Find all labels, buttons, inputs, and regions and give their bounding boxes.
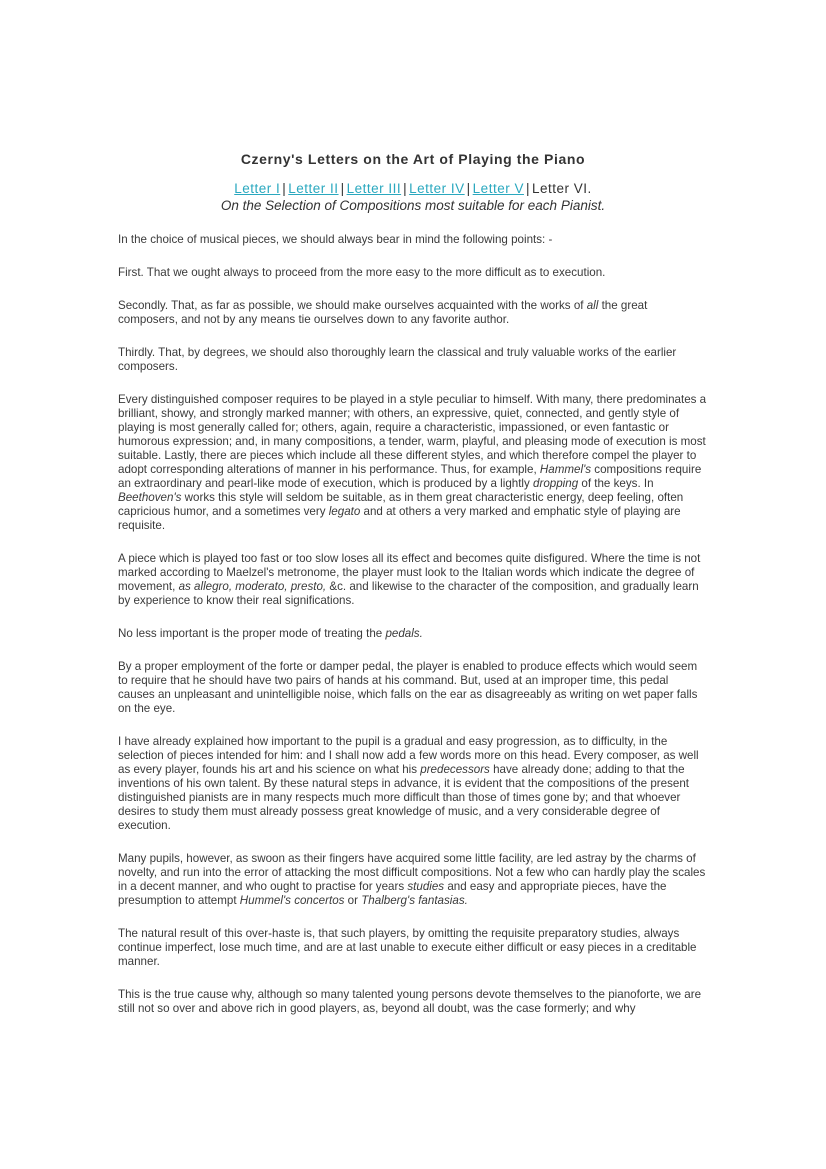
nav-current-letter: Letter VI. — [531, 181, 592, 196]
text-segment: have already done; adding to that the inventions of his own talent. By these natural steps in advance, it is evident that the compositions of the present distinguished pianists are in many respects much more difficult than those of times gone by; and that whoever desires to study them must already possess great knowledge of music, and a very considerable degree of execution. — [118, 763, 690, 832]
text-segment: Thirdly. That, by degrees, we should also thoroughly learn the classical and truly valuable works of the earlier composers. — [118, 346, 677, 373]
nav-separator: | — [525, 181, 530, 196]
paragraph — [118, 266, 708, 280]
body-text — [118, 233, 708, 1016]
text-segment: By a proper employment of the forte or damper pedal, the player is enabled to produce effects which would seem to require that he should have two pairs of hands at his command. But, used at an improper time, this pedal causes an unpleasant and unintelligible noise, which falls on the ear as disagreeably as writing on wet paper falls on the eye. — [118, 660, 698, 715]
text-segment: the great composers, and not by any means tie ourselves down to any favorite author. — [118, 299, 648, 326]
text-segment: Many pupils, however, as swoon as their fingers have acquired some little facility, are led astray by the charms of novelty, and run into the error of attacking the most difficult compositions. Not a few who can hardly play the scales in a decent manner, and who ought to practise for years — [118, 852, 706, 893]
paragraph — [118, 299, 708, 327]
page-subtitle: On the Selection of Compositions most suitable for each Pianist. — [220, 198, 606, 213]
italic-text: Hammel's — [539, 463, 592, 476]
text-segment: This is the true cause why, although so many talented young persons devote themselves to the pianoforte, we are still not so over and above rich in good players, as, beyond all doubt, was the case formerly; and why — [118, 988, 702, 1015]
nav-link-letter-1[interactable]: Letter I — [234, 181, 281, 196]
text-segment: compositions require an extraordinary and pearl-like mode of execution, which is produced by a lightly — [118, 463, 702, 490]
text-segment: In the choice of musical pieces, we should always bear in mind the following points: - — [118, 233, 553, 246]
text-segment: A piece which is played too fast or too slow loses all its effect and becomes quite disfigured. Where the time is not marked according to Maelzel's metronome, the player must look to the Italian words which indicate the degree of movement, — [118, 552, 701, 593]
nav-link-letter-4[interactable]: Letter IV — [409, 181, 465, 196]
text-segment: works this style will seldom be suitable, as in them great characteristic energy, deep feeling, often capricious humor, and a sometimes very — [118, 491, 684, 518]
nav-link-letter-2[interactable]: Letter II — [288, 181, 339, 196]
italic-text: legato — [328, 505, 361, 518]
italic-text: predecessors — [420, 763, 490, 776]
paragraph — [118, 552, 708, 608]
text-segment: I have already explained how important to the pupil is a gradual and easy progression, as to difficulty, in the selection of pieces intended for him: and I shall now add a few words more on this head. Every composer, as well as every player, founds his art and his science on what his — [118, 735, 699, 776]
paragraph — [118, 627, 708, 641]
italic-text: Beethoven's — [118, 491, 182, 504]
nav-separator: | — [282, 181, 287, 196]
italic-text: studies — [407, 880, 445, 893]
paragraph — [118, 988, 708, 1016]
nav-link-letter-5[interactable]: Letter V — [472, 181, 524, 196]
paragraph — [118, 346, 708, 374]
paragraph — [118, 660, 708, 716]
page-title: Czerny's Letters on the Art of Playing the Piano — [240, 151, 586, 167]
paragraph — [118, 393, 708, 533]
paragraph — [118, 735, 708, 833]
paragraph — [118, 852, 708, 908]
italic-text: Hummel's concertos — [239, 894, 345, 907]
text-segment: &c. and likewise to the character of the composition, and gradually learn by experience to know their real significations. — [118, 580, 699, 607]
italic-text: pedals. — [385, 627, 423, 640]
text-segment: Every distinguished composer requires to be played in a style peculiar to himself. With many, there predominates a brilliant, showy, and strongly marked manner; with others, an expressive, quiet, connected, and gently style of playing is most generally called for; others, again, require a characteristic, impassioned, or even fantastic or humorous expression; and, in many compositions, a tender, warm, playful, and pleasing mode of execution is most suitable. Lastly, there are pieces which include all these different styles, and which therefore compel the player to adopt corresponding alterations of manner in his performance. Thus, for example, — [118, 393, 707, 476]
text-segment: No less important is the proper mode of treating the — [118, 627, 386, 640]
text-segment: First. That we ought always to proceed from the more easy to the more difficult as to execution. — [118, 266, 606, 279]
text-segment: Secondly. That, as far as possible, we should make ourselves acquainted with the works of — [118, 299, 587, 312]
italic-text: dropping — [533, 477, 579, 490]
italic-text: Thalberg's fantasias. — [361, 894, 468, 907]
italic-text: as allegro, moderato, presto, — [178, 580, 327, 593]
nav-separator: | — [340, 181, 345, 196]
document-page — [118, 150, 708, 1035]
text-segment: of the keys. In — [578, 477, 654, 490]
text-segment: and at others a very marked and emphatic style of playing are requisite. — [118, 505, 681, 532]
text-segment: and easy and appropriate pieces, have the presumption to attempt — [118, 880, 667, 907]
text-segment: or — [344, 894, 362, 907]
nav-link-letter-3[interactable]: Letter III — [346, 181, 402, 196]
nav-separator: | — [403, 181, 408, 196]
letter-navigation — [118, 181, 708, 197]
italic-text: all — [586, 299, 599, 312]
text-segment: The natural result of this over-haste is, that such players, by omitting the requisite preparatory studies, always continue imperfect, lose much time, and are at last unable to execute either difficult or easy pieces in a creditable manner. — [118, 927, 697, 968]
paragraph — [118, 927, 708, 969]
paragraph — [118, 233, 708, 247]
nav-separator: | — [466, 181, 471, 196]
